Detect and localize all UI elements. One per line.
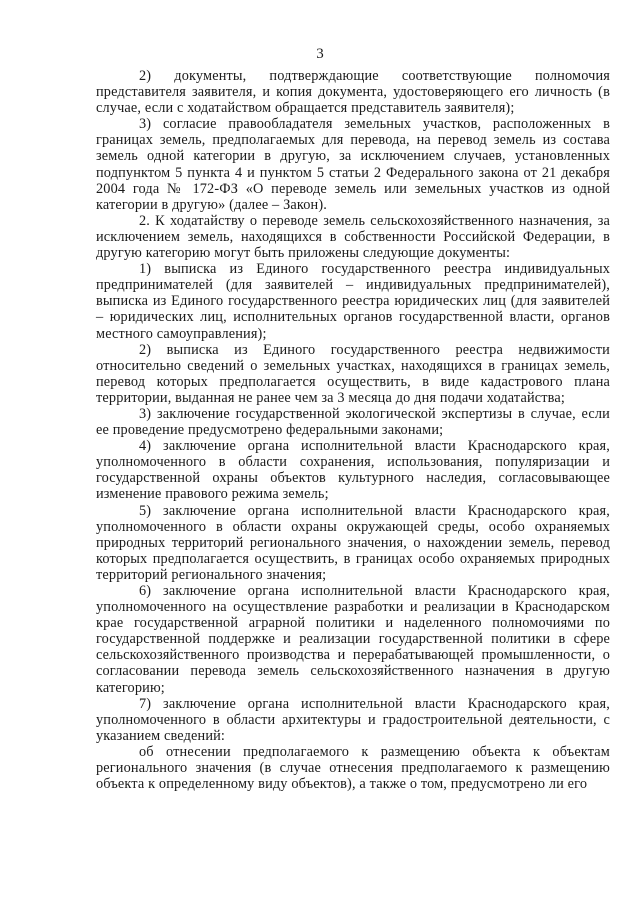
paragraph-item-5-environment: 5) заключение органа исполнительной власти Краснодарского края, уполномоченного в области охраны окружающей среды, особо охраняемых природных территорий регионального значения, о нахождении земель, перевод которых предполагается осуществить, в границах особо охраняемых природных территорий регионального значения;: [96, 502, 610, 583]
paragraph-item-3-expertise: 3) заключение государственной экологической экспертизы в случае, если ее проведение предусмотрено федеральными законами;: [96, 405, 610, 439]
page-number: 3: [316, 46, 324, 62]
paragraph-section-2: 2. К ходатайству о переводе земель сельскохозяйственного назначения, за исключением земель, находящихся в собственности Российской Федерации, в другую категорию могут быть приложены следующие документы:: [96, 212, 610, 262]
document-body: [96, 68, 610, 792]
paragraph-item-3-consent: 3) согласие правообладателя земельных участков, расположенных в границах земель, предполагаемых для перевода, на перевод земель из состава земель одной категории в другую, за исключением случаев, установленных подпунктом 5 пункта 4 и пунктом 5 статьи 2 Федерального закона от 21 декабря 2004 года № 172-ФЗ «О переводе земель или земельных участков из одной категории в другую» (далее – Закон).: [96, 116, 610, 213]
paragraph-item-2-registry: 2) выписка из Единого государственного реестра недвижимости относительно сведений о земельных участках, находящихся в границах земель, перевод которых предполагается осуществить, в виде кадастрового плана территории, выданная не ранее чем за 3 месяца до дня подачи ходатайства;: [96, 341, 610, 406]
paragraph-item-1-extract: 1) выписка из Единого государственного реестра индивидуальных предпринимателей (для заявителей – индивидуальных предпринимателей), выписка из Единого государственного реестра юридических лиц (для заявителей – юридических лиц, исполнительных органов государственной власти, органов местного самоуправления);: [96, 261, 610, 342]
paragraph-object-classification: об отнесении предполагаемого к размещению объекта к объектам регионального значения (в случае отнесения предполагаемого к размещению объекта к определенному виду объектов), а также о том, предусмотрено ли его: [96, 743, 610, 793]
paragraph-item-4-heritage: 4) заключение органа исполнительной власти Краснодарского края, уполномоченного в области сохранения, использования, популяризации и государственной охраны объектов культурного наследия, согласовывающее изменение правового режима земель;: [96, 438, 610, 503]
paragraph-item-6-agriculture: 6) заключение органа исполнительной власти Краснодарского края, уполномоченного на осуществление разработки и реализации в Краснодарском крае государственной аграрной политики и наделенного полномочиями по государственной поддержке и реализации государственной политики в сфере сельскохозяйственного производства и перерабатывающей промышленности, о согласовании перевода земель сельскохозяйственного назначения в другую категорию;: [96, 583, 610, 696]
paragraph-item-2-documents: 2) документы, подтверждающие соответствующие полномочия представителя заявителя, и копия документа, удостоверяющего его личность (в случае, если с ходатайством обращается представитель заявителя);: [96, 68, 610, 117]
paragraph-item-7-architecture: 7) заключение органа исполнительной власти Краснодарского края, уполномоченного в области архитектуры и градостроительной деятельности, с указанием сведений:: [96, 695, 610, 744]
